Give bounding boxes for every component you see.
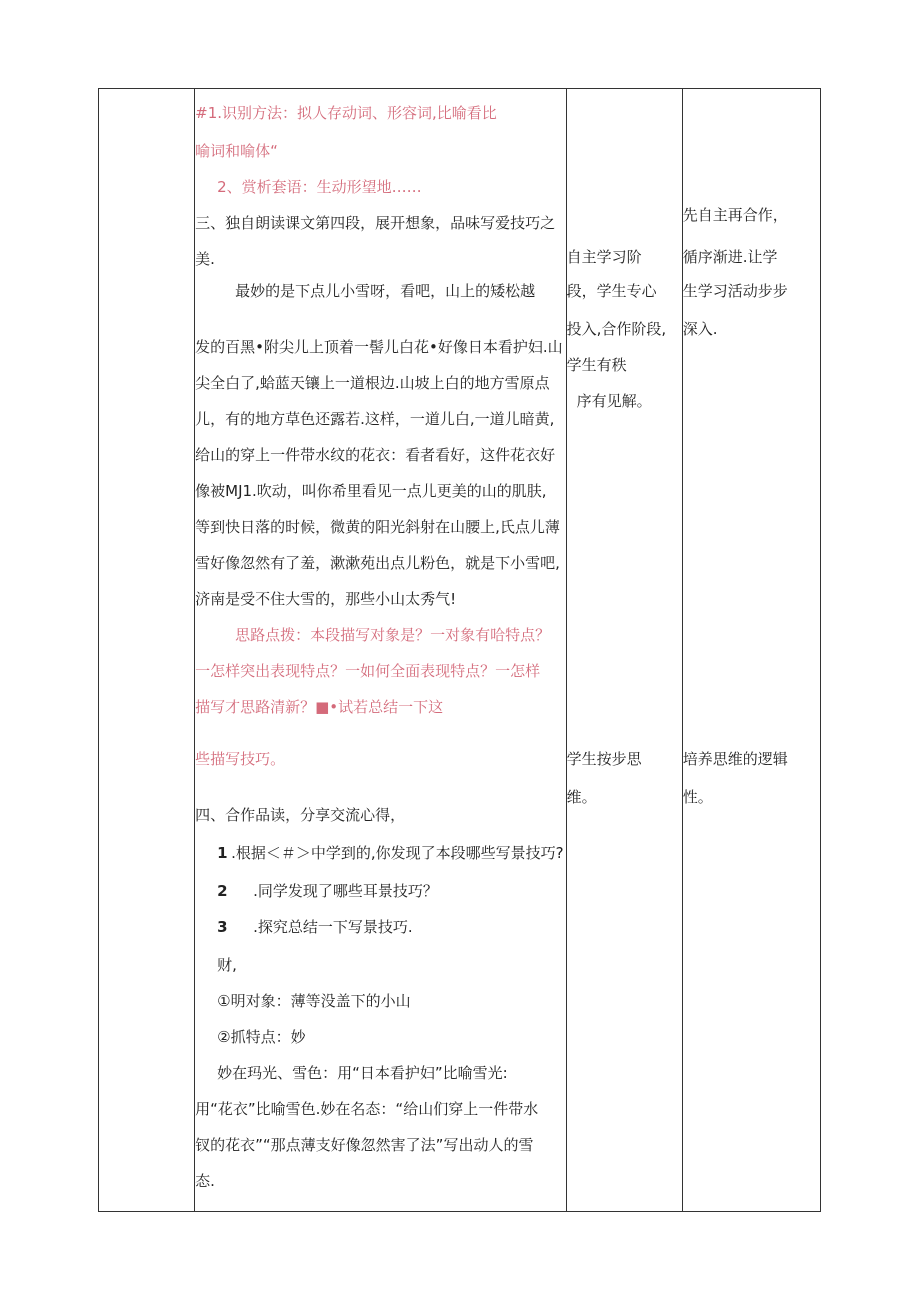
- answer-detail-line: 态.: [195, 1172, 215, 1190]
- section-three-title-end: 美.: [195, 250, 215, 268]
- method-line-2: 喻词和喻体“: [195, 142, 278, 160]
- question-2-number: 2: [217, 882, 228, 900]
- passage-line: 儿，有的地方草色还露若.这样，一道儿白,一道儿暗黄,: [195, 410, 555, 428]
- student-activity-line: 段，学生专心: [566, 282, 657, 300]
- student-activity-line: 维。: [566, 788, 597, 806]
- design-intent-line: 循序渐进.让学: [682, 248, 778, 266]
- thinking-hint-line-4: 些描写技巧。: [195, 750, 286, 768]
- section-three-title: 三、独自朗读课文第四段，展开想象，品味写爱技巧之: [195, 214, 556, 232]
- question-2: .同学发现了哪些耳景技巧？: [253, 882, 438, 900]
- passage-line: 尖全白了,蛤蓝天镶上一道根边.山坡上白的地方雪原点: [195, 374, 550, 392]
- thinking-hint-line-1: 思路点拨：本段描写对象是？一对象有哈特点？: [235, 626, 551, 644]
- design-intent-line: 生学习活动步步: [682, 282, 788, 300]
- student-activity-line: 投入,合作阶段,: [566, 320, 667, 338]
- method-line-1: #1.识别方法：拟人存动词、形容词,比喻看比: [195, 104, 497, 122]
- passage-line: 像被MJ1.吹动，叫你希里看见一点儿更美的山的肌肤,: [195, 482, 547, 500]
- answer-label: 财,: [217, 956, 237, 974]
- design-intent-line: 深入.: [682, 320, 718, 338]
- student-activity-line: 学生有秩: [566, 356, 627, 374]
- passage-first-line: 最妙的是下点儿小雪呀，看吧，山上的矮松越: [235, 282, 536, 300]
- question-3: .探究总结一下写景技巧.: [253, 918, 413, 936]
- answer-detail-line: 妙在玛光、雪色：用“日本看护妇”比喻雪光:: [217, 1064, 508, 1082]
- student-activity-line: 自主学习阶: [566, 248, 642, 266]
- passage-line: 给山的穿上一件带水纹的花衣：看者看好，这件花衣好: [195, 446, 556, 464]
- teaching-content-cell: [195, 89, 567, 1212]
- design-intent-line: 性。: [682, 788, 713, 806]
- question-1-number: 1: [217, 844, 228, 862]
- design-intent-line: 先自主再合作，: [682, 206, 788, 224]
- answer-point-2: ②抓特点：妙: [217, 1028, 306, 1046]
- answer-point-1: ①明对象：薄等没盖下的小山: [217, 992, 411, 1010]
- passage-line: 济南是受不住大雪的，那些小山太秀气!: [195, 590, 457, 608]
- design-intent-cell: [682, 89, 820, 1212]
- answer-detail-line: 用“花衣”比喻雪色.妙在名态：“给山们穿上一件带水: [195, 1100, 539, 1118]
- appreciation-formula: 2、赏析套语：生动形望地……: [217, 178, 422, 196]
- design-intent-line: 培养思维的逻辑: [682, 750, 788, 768]
- lesson-plan-table: [98, 88, 821, 1212]
- passage-line: 等到快日落的时候，微黄的阳光斜射在山腰上,氏点儿薄: [195, 518, 560, 536]
- student-activity-cell: [566, 89, 682, 1212]
- thinking-hint-line-3: 描写才思路清新？■•试若总结一下这: [195, 698, 444, 716]
- passage-line: 雪好像忽然有了羞，漱漱苑出点儿粉色，就是下小雪吧,: [195, 554, 560, 572]
- table-row: [99, 89, 821, 1212]
- answer-detail-line: 钗的花衣”“那点薄支好像忽然害了法”写出动人的雪: [195, 1136, 534, 1154]
- section-four-title: 四、合作品读，分享交流心得，: [195, 806, 406, 824]
- student-activity-line: 序有见解。: [576, 392, 652, 410]
- stage-cell: [99, 89, 195, 1212]
- thinking-hint-line-2: 一怎样突出表现特点？一如何全面表现特点？一怎样: [195, 662, 541, 680]
- question-3-number: 3: [217, 918, 228, 936]
- passage-line: 发的百黑•附尖儿上顶着一髻儿白花•好像日本看护妇.山: [195, 338, 563, 356]
- question-1: .根据＜＃＞中学到的,你发现了本段哪些写景技巧?: [231, 844, 564, 862]
- student-activity-line: 学生按步思: [566, 750, 642, 768]
